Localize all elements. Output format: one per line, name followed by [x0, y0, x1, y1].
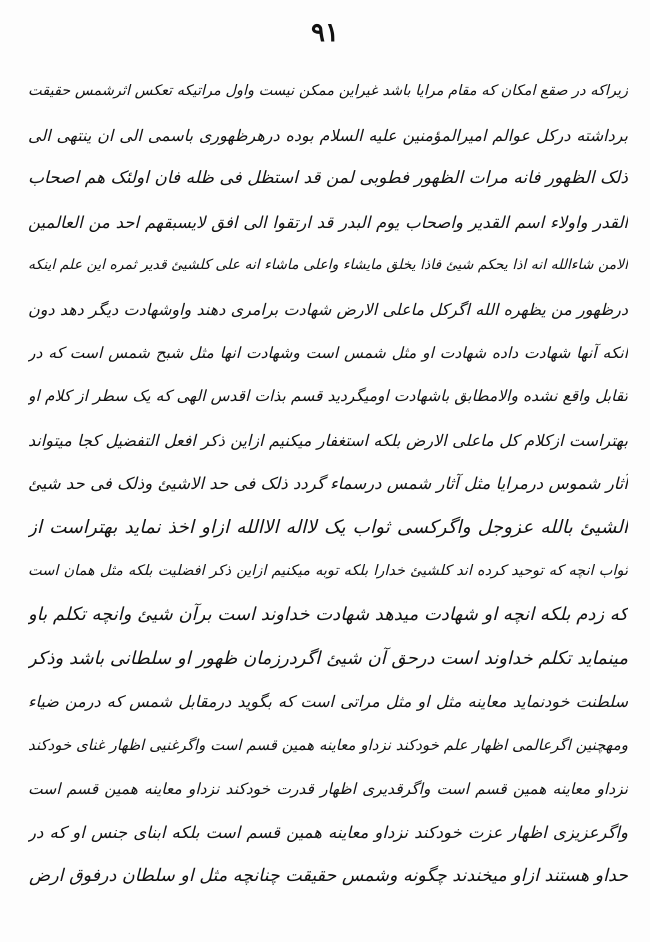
text-line-13: که زدم بلکه انچه او شهادت میدهد شهادت خداوند است برآن شیئ وانچه تکلم باو: [28, 604, 628, 626]
text-line-5: الامن شاءالله انه اذا یحکم شیئ فاذا یخلق مایشاء واعلی ماشاء انه علی کلشیئ قدیر ثمره این علم اینکه: [28, 257, 628, 274]
page-number: ۹۱: [311, 18, 339, 48]
text-line-15: سلطنت خودنماید معاینه مثل او مثل مراتی است که بگوید درمقابل شمس که درمن ضیاء: [28, 692, 628, 712]
text-line-18: واگرعزیزی اظهار عزت خودکند نزداو معاینه همین قسم است بلکه ابنای جنس او که در: [28, 823, 628, 843]
text-line-2: برداشته درکل عوالم امیرالمؤمنین علیه السلام بوده درهرظهوری باسمی الی ان ینتهی الی: [28, 125, 628, 145]
text-line-16: ومهچنین اگرعالمی اظهار علم خودکند نزداو معاینه همین قسم است واگرغنیی اظهار غنای خودکند: [28, 735, 628, 754]
text-line-3: ذلک الظهور فانه مرات الظهور فطوبی لمن قد استظل فی ظله فان اولئک هم اصحاب: [28, 168, 628, 189]
text-line-17: نزداو معاینه همین قسم است واگرقدیری اظهار قدرت خودکند نزداو معاینه همین قسم است: [28, 779, 628, 798]
text-body: [28, 70, 628, 898]
text-line-10: آثار شموس درمرایا مثل آثار شمس درسماء گردد ذلک فی حد الاشیئ وذلک فی حد شیئ: [28, 474, 628, 494]
text-line-14: مینماید تکلم خداوند است درحق آن شیئ اگردرزمان ظهور او سلطانی باشد وذکر: [28, 647, 628, 669]
text-line-12: ثواب انچه که توحید کرده اند کلشیئ خدارا بلکه توبه میکنیم ازاین ذکر افضلیت بلکه مثل همان است: [28, 562, 628, 579]
text-line-6: درظهور من یظهره الله اگرکل ماعلی الارض شهادت برامری دهند واوشهادت دیگر دهد دون: [28, 299, 628, 319]
text-line-8: تقابل واقع نشده والامطابق باشهادت اومیگردید قسم بذات اقدس الهی که یک سطر از کلام او: [28, 387, 628, 406]
text-line-19: حداو هستند ازاو میخندند چگونه وشمس حقیقت چنانچه مثل او سلطان درفوق ارض: [29, 865, 628, 886]
text-line-9: بهتراست ازکلام کل ماعلی الارض بلکه استغفار میکنیم ازاین ذکر افعل التفضیل کجا میتواند: [28, 430, 628, 450]
text-line-4: القدر واولاء اسم القدیر واصحاب یوم البدر قد ارتقوا الی افق لایسبقهم احد من العالمین: [28, 212, 628, 232]
text-line-7: انکه آنها شهادت داده شهادت او مثل شمس است وشهادت انها مثل شبح شمس است که در: [28, 343, 628, 362]
text-line-1: زیراکه در صقع امکان که مقام مرایا باشد غیراین ممکن نیست واول مراتیکه تعکس اثرشمس حقیقت: [28, 83, 628, 99]
text-line-11: الشیئ بالله عزوجل واگرکسی ثواب یک لااله الاالله ازاو اخذ نماید بهتراست از: [28, 516, 628, 538]
